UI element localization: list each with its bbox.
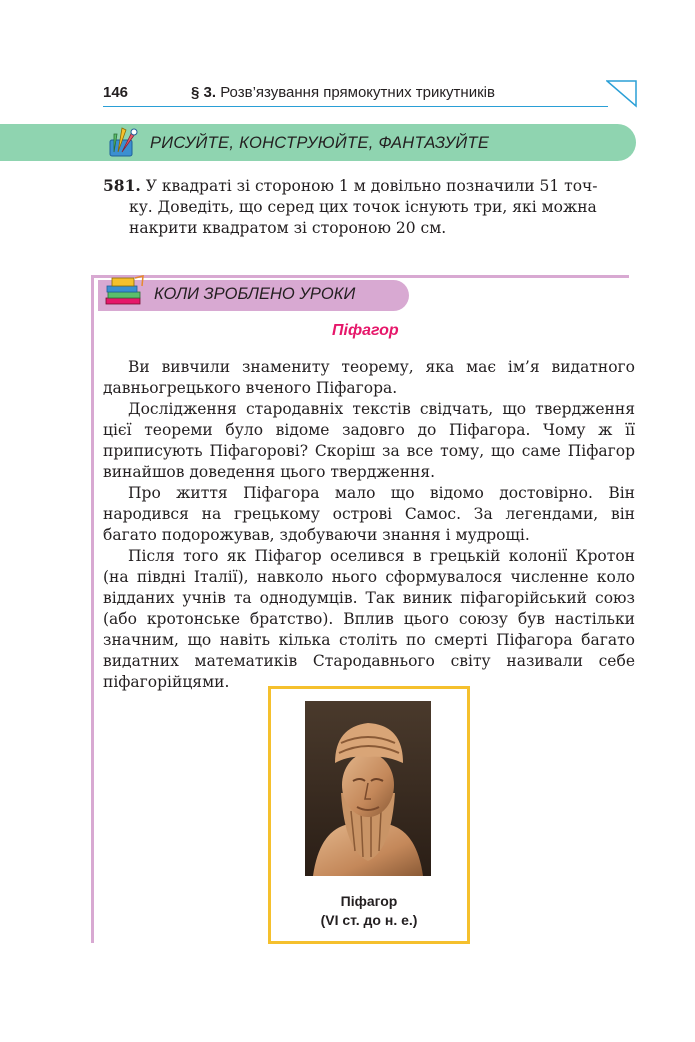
article-paragraph: Дослідження стародавніх текстів свідчать, що твердження цієї теореми було відоме задовго до Піфагора. Чому ж її приписують Піфагорові? Скоріш за все тому, що саме Піфагор винайшов доведення цього твердження. xyxy=(103,400,635,481)
article-title: Піфагор xyxy=(332,322,399,339)
problem-line: У квадраті зі стороною 1 м довільно позначили 51 точ- xyxy=(145,177,598,195)
portrait-caption-name: Піфагор xyxy=(340,893,398,909)
section-title: Розв’язування прямокутних трикутників xyxy=(220,84,495,101)
problem-line: ку. Доведіть, що серед цих точок існують три, які можна xyxy=(129,198,597,216)
article-body xyxy=(103,357,635,693)
pencils-icon xyxy=(104,122,144,162)
problem-number: 581. xyxy=(103,176,141,195)
article-paragraph: Після того як Піфагор оселився в грецькій колонії Кротон (на півдні Італії), навколо нього сформувалося численне коло відданих учнів та однодумців. Так виник піфагорійський союз (або кротонське братство). Вплив цього союзу був настільки значним, що навіть кілька століть по смерті Піфагора багато видатних математиків Стародавнього світу називали себе піфагорійцями. xyxy=(103,547,635,691)
problem-line: накрити квадратом зі стороною 20 см. xyxy=(129,219,447,237)
lessons-section-sideline xyxy=(91,275,94,943)
books-icon xyxy=(102,274,146,310)
portrait-caption-date: (VI ст. до н. е.) xyxy=(320,912,418,928)
page-number: 146 xyxy=(103,84,129,101)
draw-construct-banner-title: РИСУЙТЕ, КОНСТРУЮЙТЕ, ФАНТАЗУЙТЕ xyxy=(150,134,490,152)
problem-581 xyxy=(103,175,635,239)
article-paragraph: Ви вивчили знамениту теорему, яка має ім’я видатного давньогрецького вченого Піфагора. xyxy=(103,358,635,397)
pythagoras-bust-image xyxy=(305,701,431,876)
lessons-done-banner-title: КОЛИ ЗРОБЛЕНО УРОКИ xyxy=(154,285,356,303)
running-header xyxy=(191,84,495,101)
section-mark: § 3. xyxy=(191,84,217,101)
header-rule xyxy=(103,106,608,107)
article-paragraph: Про життя Піфагора мало що відомо достовірно. Він народився на грецькому острові Самос. За легендами, він багато подорожував, здобуваючи знання і мудрощі. xyxy=(103,484,635,544)
corner-triangle-icon xyxy=(606,80,638,108)
lessons-section-rule xyxy=(91,275,629,278)
